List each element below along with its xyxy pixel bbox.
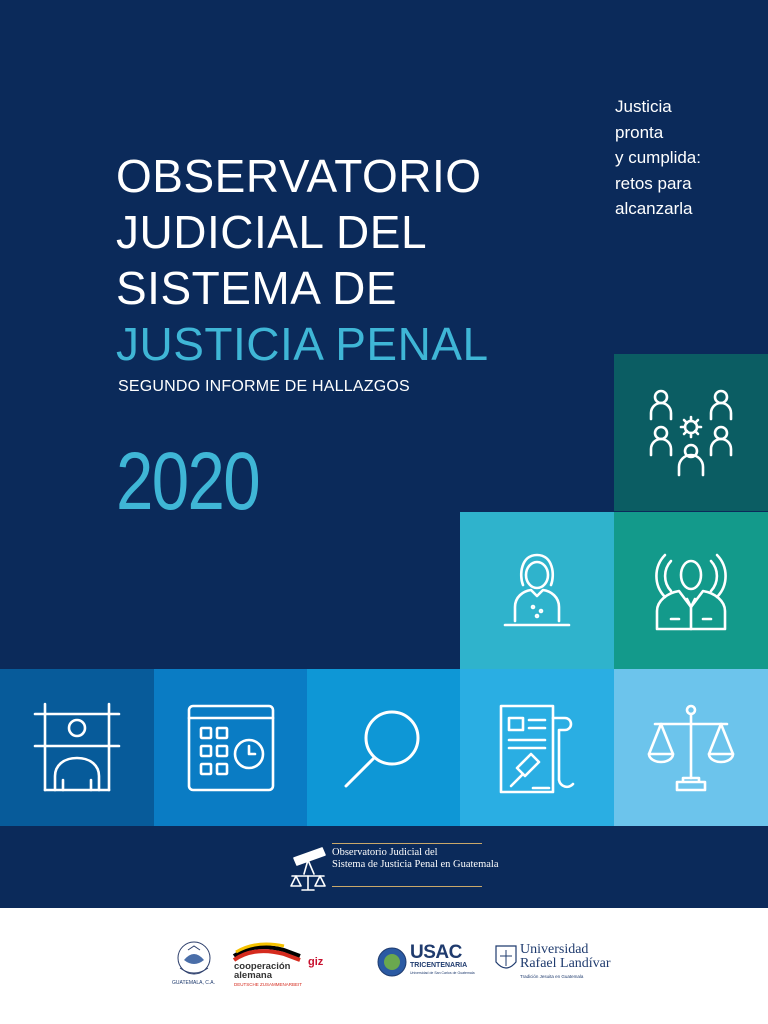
partner-url [494, 942, 611, 979]
usac-label: USAC [410, 942, 462, 963]
tagline-line: Justicia [615, 97, 672, 116]
partners-footer [0, 908, 768, 1024]
scales-of-justice-icon [641, 698, 741, 798]
document-gavel-icon [487, 698, 587, 798]
calendar-clock-icon [181, 698, 281, 798]
tile-people-network [614, 354, 768, 511]
observatorio-name [332, 847, 499, 871]
lawyer-man-icon [641, 541, 741, 641]
tile-prisoner [0, 669, 154, 826]
title-line-3: SISTEMA DE [116, 262, 398, 314]
tagline-line: pronta [615, 122, 664, 142]
report-title [116, 148, 489, 372]
german-flag-ribbon-icon [232, 942, 302, 962]
org-name-line-2: Sistema de Justicia Penal en Guatemala [332, 859, 499, 870]
title-line-4: JUSTICIA PENAL [116, 318, 489, 370]
title-line-1: OBSERVATORIO [116, 150, 482, 202]
partner-giz [306, 956, 322, 968]
coat-of-arms-icon [170, 938, 218, 984]
judge-woman-icon [487, 541, 587, 641]
report-year: 2020 [116, 436, 260, 527]
url-name-line-1: Universidad [520, 942, 589, 957]
partner-organismo-judicial [170, 938, 218, 984]
tagline-line: alcanzarla [615, 199, 693, 218]
org-name-line-1: Observatorio Judicial del [332, 847, 438, 858]
cooperacion-label: cooperación alemana [234, 961, 291, 981]
people-network-icon [641, 383, 741, 483]
tagline-line: retos para [615, 173, 692, 193]
url-name-line-2: Rafael Landívar [520, 956, 611, 971]
tagline [615, 94, 760, 222]
usac-caption: TRICENTENARIA [410, 962, 468, 969]
prisoner-icon [27, 698, 127, 798]
usac-subcaption: Universidad de San Carlos de Guatemala [410, 971, 475, 975]
oj-caption: GUATEMALA, C.A. [172, 980, 215, 986]
tagline-line: y cumplida: [615, 148, 701, 167]
observatorio-logo [286, 840, 499, 894]
cooperacion-caption: DEUTSCHE ZUSAMMENARBEIT [234, 982, 303, 987]
divider-top [332, 843, 482, 844]
tile-scales [614, 669, 768, 826]
tile-judge-woman [460, 512, 614, 669]
report-subtitle: SEGUNDO INFORME DE HALLAZGOS [118, 378, 410, 395]
giz-label: giz [308, 956, 324, 968]
magnifying-glass-icon [334, 698, 434, 798]
divider-bottom [332, 886, 482, 887]
tile-document-gavel [460, 669, 614, 826]
tile-lawyer-man [614, 512, 768, 669]
tile-magnifier [307, 669, 461, 826]
url-seal-icon [494, 944, 518, 974]
url-caption: Tradición Jesuita en Guatemala [520, 974, 584, 979]
tile-calendar-clock [154, 669, 308, 826]
telescope-scales-icon [286, 840, 330, 894]
partner-usac [376, 942, 475, 978]
partner-cooperacion-alemana [232, 942, 303, 987]
usac-seal-icon [376, 946, 408, 978]
title-line-2: JUDICIAL DEL [116, 206, 428, 258]
